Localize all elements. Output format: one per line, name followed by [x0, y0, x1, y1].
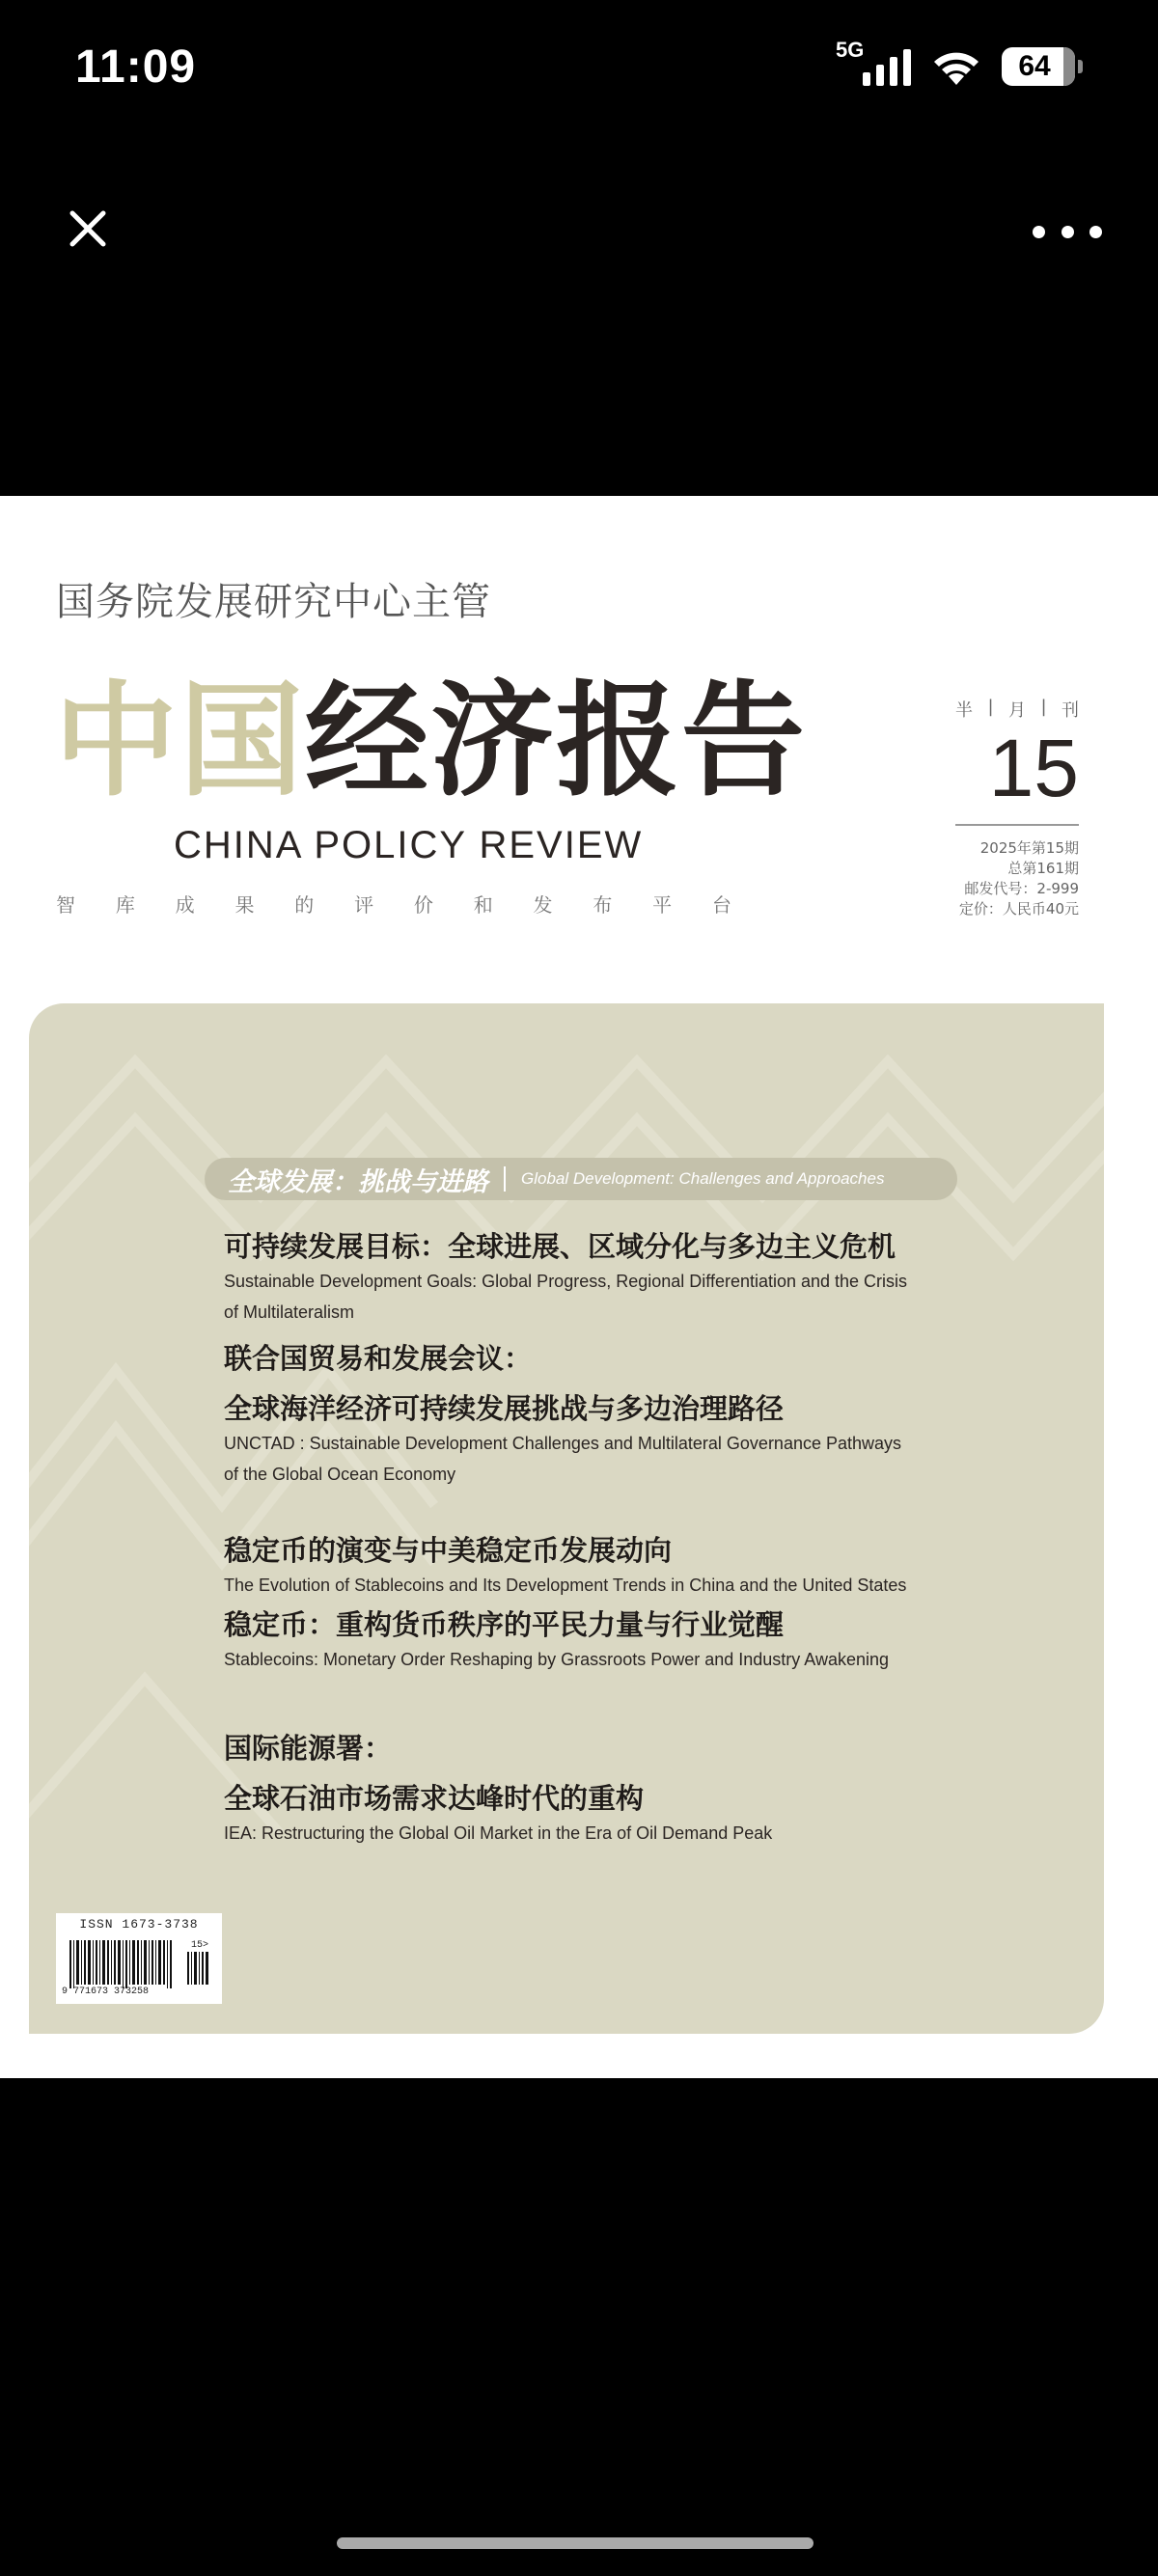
frequency-label [955, 697, 1079, 722]
tagline-char: 平 [652, 893, 673, 917]
article-english: Sustainable Development Goals: Global Progress, Regional Differentiation and the Crisis [224, 1272, 908, 1291]
tagline-char: 台 [711, 893, 731, 917]
article-title: 稳定币：重构货币秩序的平民力量与行业觉醒 [224, 1608, 785, 1641]
more-icon-dot [1062, 226, 1074, 238]
article-title: 全球海洋经济可持续发展挑战与多边治理路径 [224, 1392, 785, 1425]
tagline-char: 发 [533, 893, 553, 917]
article-english: IEA: Restructuring the Global Oil Market in the Era of Oil Demand Peak [224, 1823, 773, 1843]
tagline-char: 和 [473, 893, 493, 917]
article-title: 可持续发展目标：全球进展、区域分化与多边主义危机 [224, 1230, 896, 1263]
section-title-zh: 全球发展：挑战与进路 [228, 1166, 488, 1197]
tagline-char: 成 [175, 893, 195, 917]
article-title-prefix: 国际能源署： [224, 1732, 393, 1765]
cellular-signal-icon [836, 38, 911, 86]
battery-icon [1002, 47, 1083, 86]
tagline-char: 果 [234, 893, 255, 917]
tagline-char: 评 [354, 893, 374, 917]
supervisor-text: 国务院发展研究中心主管 [56, 580, 491, 624]
frequency-char: 刊 [1061, 700, 1079, 721]
article-1 [224, 1227, 996, 1328]
article-2 [224, 1339, 996, 1490]
article-5 [224, 1729, 996, 1849]
close-icon [69, 209, 107, 248]
article-title: 稳定币的演变与中美稳定币发展动向 [224, 1534, 673, 1567]
magazine-logo [54, 669, 808, 813]
battery-level: 64 [1018, 50, 1051, 82]
issn-label: ISSN 1673-3738 [79, 1917, 199, 1932]
logo-part-2: 经济报告 [305, 669, 808, 813]
frequency-char: 半 [955, 700, 973, 721]
article-4 [224, 1605, 996, 1675]
wifi-icon [928, 46, 984, 87]
barcode-digits: 9 771673 373258 [62, 1987, 150, 1997]
close-button[interactable] [62, 203, 114, 255]
tagline-char: 布 [593, 893, 613, 917]
logo-part-1: 中国 [54, 669, 306, 813]
issue-divider [955, 824, 1079, 826]
section-divider [504, 1166, 506, 1192]
tagline-char: 智 [56, 893, 75, 917]
issue-info [926, 838, 1079, 919]
tagline-char: 的 [294, 893, 315, 917]
article-3 [224, 1531, 996, 1601]
article-english: of the Global Ocean Economy [224, 1465, 456, 1484]
tagline-char: 库 [115, 893, 135, 917]
section-title-en: Global Development: Challenges and Approaches [521, 1169, 885, 1188]
issue-info-line: 2025年第15期 [979, 839, 1079, 857]
more-options-button[interactable] [1033, 208, 1102, 255]
frequency-sep: | [987, 697, 994, 717]
network-type: 5G [836, 38, 865, 62]
article-english: Stablecoins: Monetary Order Reshaping by Grassroots Power and Industry Awakening [224, 1650, 890, 1669]
issue-number: 15 [988, 723, 1079, 813]
article-english: The Evolution of Stablecoins and Its Development Trends in China and the United States [224, 1576, 907, 1595]
status-icons [836, 38, 1083, 87]
frequency-char: 月 [1007, 700, 1026, 721]
status-bar [0, 0, 1158, 145]
issue-info-line: 定价：人民币40元 [958, 900, 1079, 918]
article-english: of Multilateralism [224, 1302, 355, 1322]
logo-english: CHINA POLICY REVIEW [174, 824, 644, 866]
magazine-cover-image[interactable] [0, 496, 1158, 2078]
barcode [56, 1913, 222, 2004]
issue-info-line: 邮发代号：2-999 [964, 880, 1079, 897]
article-title: 全球石油市场需求达峰时代的重构 [224, 1782, 645, 1815]
tagline-char: 价 [413, 893, 433, 917]
more-icon-dot [1033, 226, 1045, 238]
status-time: 11:09 [75, 41, 197, 93]
barcode-addon: 15> [191, 1940, 209, 1951]
issue-info-line: 总第161期 [1007, 860, 1079, 877]
article-english: UNCTAD : Sustainable Development Challenges and Multilateral Governance Pathways [224, 1434, 902, 1453]
tagline [56, 890, 731, 918]
contents-panel [29, 1003, 1104, 2034]
section-banner [205, 1158, 957, 1200]
more-icon-dot [1089, 226, 1102, 238]
frequency-sep: | [1040, 697, 1047, 717]
article-title-prefix: 联合国贸易和发展会议： [224, 1342, 533, 1375]
home-indicator[interactable] [337, 2537, 813, 2549]
